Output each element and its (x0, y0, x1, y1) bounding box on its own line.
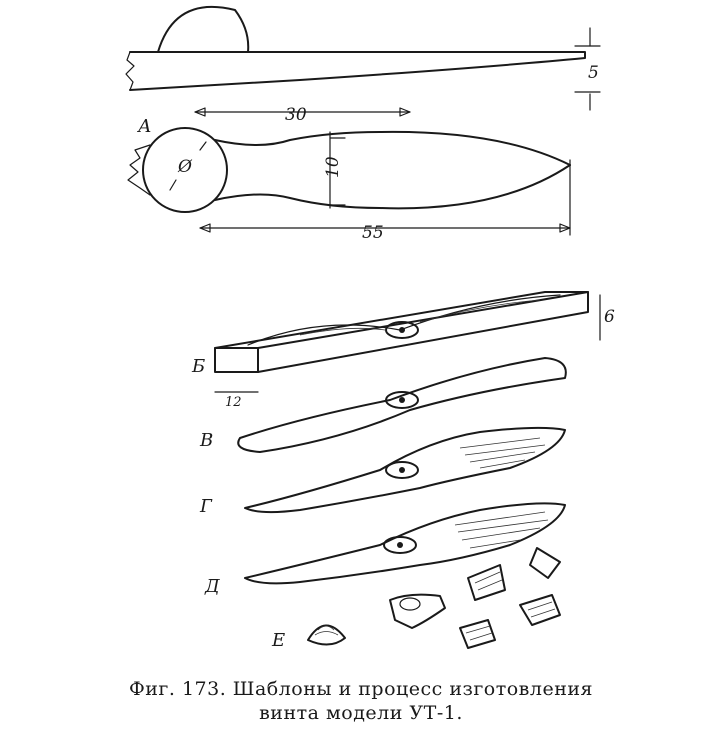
dim-10: 10 (323, 156, 343, 178)
block-blank (215, 292, 600, 392)
dim-thickness: 5 (588, 63, 599, 83)
label-b: Б (192, 356, 206, 377)
label-g: Г (200, 496, 212, 517)
label-a: А (138, 116, 152, 137)
dim-block-width: 12 (225, 395, 242, 410)
caption-line-1: Фиг. 173. Шаблоны и процесс изготовления (128, 678, 594, 700)
dim-55: 55 (362, 223, 384, 243)
label-e: Е (272, 630, 286, 651)
dim-block-height: 6 (604, 307, 615, 327)
caption-line-2: винта модели УТ-1. (259, 702, 463, 724)
dim-30: 30 (285, 105, 307, 125)
rough-propeller (238, 358, 566, 452)
label-d: Д (205, 576, 220, 597)
shaped-propeller (245, 428, 565, 512)
label-v: В (200, 430, 214, 451)
plan-view-template (128, 128, 570, 235)
side-profile-template (126, 7, 600, 116)
dim-hub: Ø (178, 157, 192, 177)
finished-propeller (245, 503, 565, 583)
